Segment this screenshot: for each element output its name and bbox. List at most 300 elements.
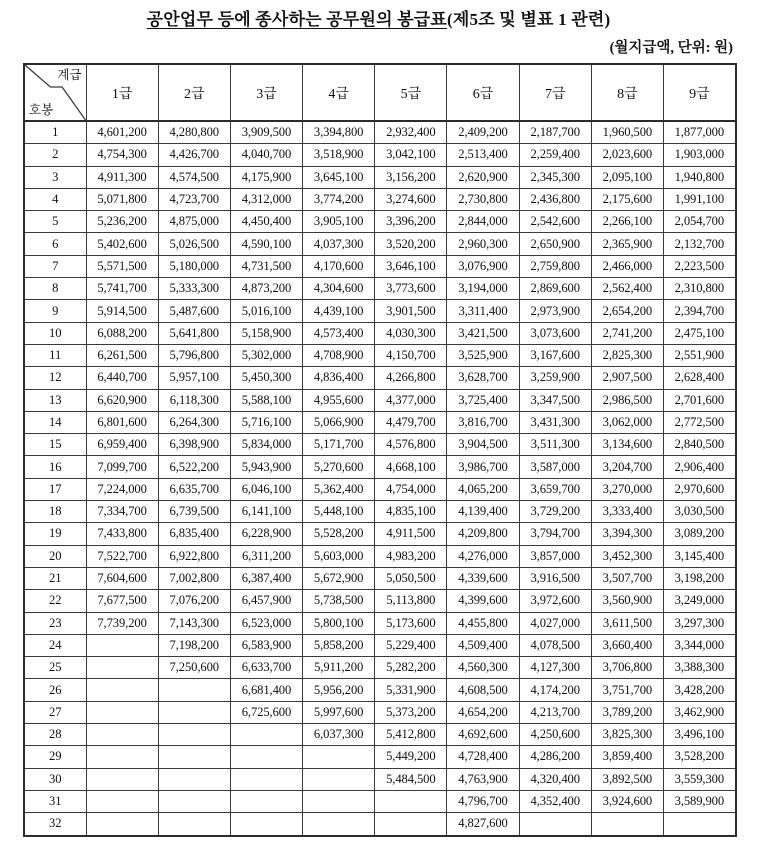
salary-cell: 2,551,900 bbox=[664, 344, 736, 366]
salary-cell: 5,362,400 bbox=[303, 478, 375, 500]
table-row bbox=[24, 300, 736, 322]
salary-cell: 3,462,900 bbox=[664, 701, 736, 723]
salary-cell: 3,167,600 bbox=[519, 344, 591, 366]
salary-cell: 3,589,900 bbox=[664, 790, 736, 812]
salary-cell: 3,789,200 bbox=[591, 701, 663, 723]
salary-cell: 4,175,900 bbox=[230, 166, 302, 188]
salary-cell: 4,455,800 bbox=[447, 612, 519, 634]
salary-cell: 6,959,400 bbox=[86, 434, 158, 456]
salary-cell: 2,542,600 bbox=[519, 211, 591, 233]
salary-cell: 2,840,500 bbox=[664, 434, 736, 456]
salary-cell: 6,523,000 bbox=[230, 612, 302, 634]
table-row bbox=[24, 724, 736, 746]
column-header-grade-8: 8급 bbox=[591, 64, 663, 121]
row-header-step: 11 bbox=[24, 344, 86, 366]
table-row bbox=[24, 233, 736, 255]
salary-cell: 4,213,700 bbox=[519, 701, 591, 723]
salary-cell: 4,286,200 bbox=[519, 746, 591, 768]
table-corner-header bbox=[24, 64, 86, 121]
salary-cell: 5,373,200 bbox=[375, 701, 447, 723]
salary-cell: 5,914,500 bbox=[86, 300, 158, 322]
salary-table-container bbox=[23, 63, 735, 837]
salary-cell: 3,428,200 bbox=[664, 679, 736, 701]
salary-cell: 5,834,000 bbox=[230, 434, 302, 456]
salary-table bbox=[23, 63, 737, 837]
salary-cell: 2,986,500 bbox=[591, 389, 663, 411]
salary-cell: 5,016,100 bbox=[230, 300, 302, 322]
salary-cell: 3,333,400 bbox=[591, 501, 663, 523]
row-header-step: 7 bbox=[24, 255, 86, 277]
salary-cell: 6,922,800 bbox=[158, 545, 230, 567]
salary-cell: 5,071,800 bbox=[86, 188, 158, 210]
salary-cell: 4,836,400 bbox=[303, 367, 375, 389]
row-header-step: 2 bbox=[24, 144, 86, 166]
salary-cell-empty bbox=[664, 813, 736, 836]
salary-cell: 7,198,200 bbox=[158, 634, 230, 656]
salary-cell: 5,282,200 bbox=[375, 657, 447, 679]
salary-cell: 3,089,200 bbox=[664, 523, 736, 545]
salary-cell: 5,113,800 bbox=[375, 590, 447, 612]
row-header-step: 19 bbox=[24, 523, 86, 545]
salary-cell-empty bbox=[303, 813, 375, 836]
column-header-grade-9: 9급 bbox=[664, 64, 736, 121]
salary-cell: 2,223,500 bbox=[664, 255, 736, 277]
salary-cell: 3,311,400 bbox=[447, 300, 519, 322]
salary-cell: 4,030,300 bbox=[375, 322, 447, 344]
salary-cell: 3,198,200 bbox=[664, 567, 736, 589]
salary-cell: 5,173,600 bbox=[375, 612, 447, 634]
table-row bbox=[24, 389, 736, 411]
salary-cell: 3,274,600 bbox=[375, 188, 447, 210]
table-row bbox=[24, 344, 736, 366]
salary-cell: 3,725,400 bbox=[447, 389, 519, 411]
row-header-step: 26 bbox=[24, 679, 86, 701]
salary-cell-empty bbox=[303, 768, 375, 790]
salary-cell: 2,730,800 bbox=[447, 188, 519, 210]
salary-cell: 5,487,600 bbox=[158, 300, 230, 322]
salary-cell: 4,668,100 bbox=[375, 456, 447, 478]
salary-cell-empty bbox=[230, 813, 302, 836]
salary-cell: 5,571,500 bbox=[86, 255, 158, 277]
row-header-step: 30 bbox=[24, 768, 86, 790]
row-header-step: 12 bbox=[24, 367, 86, 389]
salary-cell-empty bbox=[230, 790, 302, 812]
salary-cell: 2,394,700 bbox=[664, 300, 736, 322]
salary-cell: 7,250,600 bbox=[158, 657, 230, 679]
salary-cell: 5,800,100 bbox=[303, 612, 375, 634]
page-title-main: 공안업무 등에 종사하는 공무원의 봉급표 bbox=[146, 10, 448, 29]
salary-cell: 3,421,500 bbox=[447, 322, 519, 344]
salary-cell: 4,723,700 bbox=[158, 188, 230, 210]
salary-cell: 4,827,600 bbox=[447, 813, 519, 836]
row-header-step: 14 bbox=[24, 411, 86, 433]
salary-cell: 2,741,200 bbox=[591, 322, 663, 344]
salary-cell: 5,158,900 bbox=[230, 322, 302, 344]
table-row bbox=[24, 367, 736, 389]
table-row bbox=[24, 255, 736, 277]
salary-cell: 4,708,900 bbox=[303, 344, 375, 366]
salary-cell: 5,331,900 bbox=[375, 679, 447, 701]
salary-cell: 4,911,300 bbox=[86, 166, 158, 188]
salary-cell: 6,264,300 bbox=[158, 411, 230, 433]
salary-cell: 4,078,500 bbox=[519, 634, 591, 656]
salary-cell: 7,677,500 bbox=[86, 590, 158, 612]
salary-cell: 2,932,400 bbox=[375, 121, 447, 144]
salary-cell: 2,701,600 bbox=[664, 389, 736, 411]
row-header-step: 16 bbox=[24, 456, 86, 478]
table-header-row bbox=[24, 64, 736, 121]
salary-cell: 3,507,700 bbox=[591, 567, 663, 589]
salary-cell: 6,739,500 bbox=[158, 501, 230, 523]
salary-cell: 3,901,500 bbox=[375, 300, 447, 322]
salary-cell: 5,270,600 bbox=[303, 456, 375, 478]
salary-cell: 3,270,000 bbox=[591, 478, 663, 500]
salary-cell: 3,347,500 bbox=[519, 389, 591, 411]
salary-cell: 2,960,300 bbox=[447, 233, 519, 255]
salary-cell: 4,399,600 bbox=[447, 590, 519, 612]
salary-cell: 5,796,800 bbox=[158, 344, 230, 366]
salary-cell: 3,559,300 bbox=[664, 768, 736, 790]
salary-cell: 2,620,900 bbox=[447, 166, 519, 188]
table-row bbox=[24, 590, 736, 612]
table-row bbox=[24, 567, 736, 589]
salary-cell: 5,180,000 bbox=[158, 255, 230, 277]
salary-cell: 3,396,200 bbox=[375, 211, 447, 233]
salary-cell: 3,774,200 bbox=[303, 188, 375, 210]
salary-cell: 4,754,300 bbox=[86, 144, 158, 166]
corner-label-step: 호봉 bbox=[29, 103, 54, 117]
salary-cell-empty bbox=[86, 679, 158, 701]
salary-cell: 5,641,800 bbox=[158, 322, 230, 344]
salary-cell: 2,562,400 bbox=[591, 278, 663, 300]
table-row bbox=[24, 545, 736, 567]
salary-cell: 2,869,600 bbox=[519, 278, 591, 300]
table-row bbox=[24, 701, 736, 723]
salary-cell: 6,635,700 bbox=[158, 478, 230, 500]
salary-cell: 4,601,200 bbox=[86, 121, 158, 144]
salary-cell: 6,835,400 bbox=[158, 523, 230, 545]
salary-cell: 3,816,700 bbox=[447, 411, 519, 433]
row-header-step: 4 bbox=[24, 188, 86, 210]
salary-cell: 3,030,500 bbox=[664, 501, 736, 523]
salary-cell: 5,450,300 bbox=[230, 367, 302, 389]
table-row bbox=[24, 501, 736, 523]
row-header-step: 22 bbox=[24, 590, 86, 612]
salary-cell: 5,333,300 bbox=[158, 278, 230, 300]
salary-cell: 2,650,900 bbox=[519, 233, 591, 255]
salary-cell: 5,050,500 bbox=[375, 567, 447, 589]
salary-cell: 3,904,500 bbox=[447, 434, 519, 456]
salary-cell: 3,344,000 bbox=[664, 634, 736, 656]
salary-cell: 7,002,800 bbox=[158, 567, 230, 589]
salary-cell: 5,302,000 bbox=[230, 344, 302, 366]
salary-cell: 3,857,000 bbox=[519, 545, 591, 567]
salary-cell: 4,439,100 bbox=[303, 300, 375, 322]
salary-cell: 4,174,200 bbox=[519, 679, 591, 701]
salary-cell: 3,520,200 bbox=[375, 233, 447, 255]
row-header-step: 28 bbox=[24, 724, 86, 746]
salary-cell-empty bbox=[591, 813, 663, 836]
salary-cell: 3,646,100 bbox=[375, 255, 447, 277]
salary-cell: 2,475,100 bbox=[664, 322, 736, 344]
salary-cell: 4,352,400 bbox=[519, 790, 591, 812]
salary-cell-empty bbox=[158, 790, 230, 812]
salary-cell: 5,448,100 bbox=[303, 501, 375, 523]
salary-cell: 5,956,200 bbox=[303, 679, 375, 701]
salary-cell-empty bbox=[86, 746, 158, 768]
salary-cell: 6,088,200 bbox=[86, 322, 158, 344]
salary-cell-empty bbox=[86, 701, 158, 723]
salary-cell: 3,249,000 bbox=[664, 590, 736, 612]
salary-cell: 4,560,300 bbox=[447, 657, 519, 679]
table-row bbox=[24, 121, 736, 144]
column-header-grade-2: 2급 bbox=[158, 64, 230, 121]
salary-cell: 2,365,900 bbox=[591, 233, 663, 255]
salary-cell: 4,576,800 bbox=[375, 434, 447, 456]
row-header-step: 18 bbox=[24, 501, 86, 523]
salary-cell: 4,763,900 bbox=[447, 768, 519, 790]
corner-label-grade: 계급 bbox=[57, 68, 82, 82]
salary-cell: 3,628,700 bbox=[447, 367, 519, 389]
salary-cell: 7,076,200 bbox=[158, 590, 230, 612]
salary-cell: 4,728,400 bbox=[447, 746, 519, 768]
salary-cell: 3,518,900 bbox=[303, 144, 375, 166]
salary-cell: 3,073,600 bbox=[519, 322, 591, 344]
salary-cell: 3,706,800 bbox=[591, 657, 663, 679]
page-title bbox=[0, 9, 757, 31]
table-row bbox=[24, 768, 736, 790]
row-header-step: 31 bbox=[24, 790, 86, 812]
table-row bbox=[24, 523, 736, 545]
salary-cell: 3,525,900 bbox=[447, 344, 519, 366]
salary-cell: 5,026,500 bbox=[158, 233, 230, 255]
row-header-step: 5 bbox=[24, 211, 86, 233]
salary-cell: 4,426,700 bbox=[158, 144, 230, 166]
salary-cell-empty bbox=[230, 746, 302, 768]
salary-cell: 5,484,500 bbox=[375, 768, 447, 790]
salary-cell: 6,037,300 bbox=[303, 724, 375, 746]
salary-cell: 3,394,800 bbox=[303, 121, 375, 144]
column-header-grade-3: 3급 bbox=[230, 64, 302, 121]
salary-cell: 5,171,700 bbox=[303, 434, 375, 456]
row-header-step: 32 bbox=[24, 813, 86, 836]
row-header-step: 9 bbox=[24, 300, 86, 322]
salary-cell: 7,224,000 bbox=[86, 478, 158, 500]
row-header-step: 1 bbox=[24, 121, 86, 144]
salary-cell-empty bbox=[303, 746, 375, 768]
salary-cell: 5,402,600 bbox=[86, 233, 158, 255]
salary-cell: 6,801,600 bbox=[86, 411, 158, 433]
salary-cell-empty bbox=[158, 724, 230, 746]
salary-cell-empty bbox=[230, 768, 302, 790]
salary-cell-empty bbox=[86, 657, 158, 679]
salary-cell: 4,608,500 bbox=[447, 679, 519, 701]
salary-cell: 3,916,500 bbox=[519, 567, 591, 589]
salary-cell: 4,983,200 bbox=[375, 545, 447, 567]
salary-cell: 6,457,900 bbox=[230, 590, 302, 612]
salary-cell: 4,573,400 bbox=[303, 322, 375, 344]
table-row bbox=[24, 478, 736, 500]
salary-cell: 3,076,900 bbox=[447, 255, 519, 277]
salary-cell: 4,312,000 bbox=[230, 188, 302, 210]
salary-cell: 3,645,100 bbox=[303, 166, 375, 188]
salary-cell: 2,970,600 bbox=[664, 478, 736, 500]
salary-cell: 2,345,300 bbox=[519, 166, 591, 188]
salary-cell: 2,095,100 bbox=[591, 166, 663, 188]
salary-cell: 2,132,700 bbox=[664, 233, 736, 255]
unit-note: (월지급액, 단위: 원) bbox=[609, 40, 733, 56]
column-header-grade-5: 5급 bbox=[375, 64, 447, 121]
salary-cell: 3,194,000 bbox=[447, 278, 519, 300]
salary-cell-empty bbox=[158, 701, 230, 723]
row-header-step: 23 bbox=[24, 612, 86, 634]
salary-cell: 4,065,200 bbox=[447, 478, 519, 500]
row-header-step: 10 bbox=[24, 322, 86, 344]
salary-cell: 2,628,400 bbox=[664, 367, 736, 389]
salary-cell: 4,304,600 bbox=[303, 278, 375, 300]
salary-cell: 2,187,700 bbox=[519, 121, 591, 144]
salary-cell: 5,716,100 bbox=[230, 411, 302, 433]
salary-cell: 6,261,500 bbox=[86, 344, 158, 366]
salary-cell: 3,892,500 bbox=[591, 768, 663, 790]
salary-cell: 4,276,000 bbox=[447, 545, 519, 567]
salary-cell: 3,042,100 bbox=[375, 144, 447, 166]
salary-cell: 2,973,900 bbox=[519, 300, 591, 322]
table-row bbox=[24, 211, 736, 233]
salary-cell: 3,825,300 bbox=[591, 724, 663, 746]
salary-cell-empty bbox=[158, 679, 230, 701]
row-header-step: 3 bbox=[24, 166, 86, 188]
salary-cell: 6,522,200 bbox=[158, 456, 230, 478]
salary-cell: 1,940,800 bbox=[664, 166, 736, 188]
salary-cell: 7,099,700 bbox=[86, 456, 158, 478]
salary-cell: 4,450,400 bbox=[230, 211, 302, 233]
salary-cell: 2,409,200 bbox=[447, 121, 519, 144]
table-row bbox=[24, 434, 736, 456]
salary-cell: 5,997,600 bbox=[303, 701, 375, 723]
salary-cell: 1,877,000 bbox=[664, 121, 736, 144]
salary-cell: 4,040,700 bbox=[230, 144, 302, 166]
salary-cell: 4,692,600 bbox=[447, 724, 519, 746]
salary-cell: 5,858,200 bbox=[303, 634, 375, 656]
salary-cell: 3,909,500 bbox=[230, 121, 302, 144]
row-header-step: 13 bbox=[24, 389, 86, 411]
table-body bbox=[24, 121, 736, 836]
salary-cell: 4,027,000 bbox=[519, 612, 591, 634]
salary-cell-empty bbox=[303, 790, 375, 812]
salary-cell: 3,611,500 bbox=[591, 612, 663, 634]
salary-cell: 5,449,200 bbox=[375, 746, 447, 768]
table-row bbox=[24, 813, 736, 836]
salary-cell: 4,280,800 bbox=[158, 121, 230, 144]
salary-cell: 2,259,400 bbox=[519, 144, 591, 166]
row-header-step: 29 bbox=[24, 746, 86, 768]
table-row bbox=[24, 166, 736, 188]
salary-cell: 4,955,600 bbox=[303, 389, 375, 411]
salary-cell: 3,145,400 bbox=[664, 545, 736, 567]
salary-cell: 3,659,700 bbox=[519, 478, 591, 500]
salary-cell: 5,066,900 bbox=[303, 411, 375, 433]
salary-cell: 2,654,200 bbox=[591, 300, 663, 322]
salary-cell: 4,654,200 bbox=[447, 701, 519, 723]
salary-cell: 4,796,700 bbox=[447, 790, 519, 812]
salary-cell: 4,250,600 bbox=[519, 724, 591, 746]
salary-cell: 5,603,000 bbox=[303, 545, 375, 567]
salary-cell: 4,037,300 bbox=[303, 233, 375, 255]
salary-cell: 7,143,300 bbox=[158, 612, 230, 634]
salary-cell: 4,873,200 bbox=[230, 278, 302, 300]
salary-cell: 3,751,700 bbox=[591, 679, 663, 701]
salary-cell: 4,509,400 bbox=[447, 634, 519, 656]
salary-cell: 4,209,800 bbox=[447, 523, 519, 545]
salary-cell-empty bbox=[158, 768, 230, 790]
salary-cell: 4,127,300 bbox=[519, 657, 591, 679]
salary-cell: 7,433,800 bbox=[86, 523, 158, 545]
salary-cell: 3,972,600 bbox=[519, 590, 591, 612]
row-header-step: 25 bbox=[24, 657, 86, 679]
table-row bbox=[24, 679, 736, 701]
page-title-reference: (제5조 및 별표 1 관련) bbox=[447, 10, 611, 29]
salary-cell: 1,991,100 bbox=[664, 188, 736, 210]
salary-cell: 3,394,300 bbox=[591, 523, 663, 545]
salary-cell: 2,175,600 bbox=[591, 188, 663, 210]
salary-cell: 2,906,400 bbox=[664, 456, 736, 478]
salary-cell: 5,741,700 bbox=[86, 278, 158, 300]
salary-cell-empty bbox=[158, 746, 230, 768]
salary-cell: 4,320,400 bbox=[519, 768, 591, 790]
table-row bbox=[24, 456, 736, 478]
salary-cell: 3,259,900 bbox=[519, 367, 591, 389]
salary-cell: 3,587,000 bbox=[519, 456, 591, 478]
salary-cell: 4,139,400 bbox=[447, 501, 519, 523]
row-header-step: 20 bbox=[24, 545, 86, 567]
salary-cell: 6,118,300 bbox=[158, 389, 230, 411]
salary-cell: 6,046,100 bbox=[230, 478, 302, 500]
table-row bbox=[24, 322, 736, 344]
salary-cell: 6,311,200 bbox=[230, 545, 302, 567]
salary-cell: 4,339,600 bbox=[447, 567, 519, 589]
salary-cell-empty bbox=[230, 724, 302, 746]
salary-cell: 2,513,400 bbox=[447, 144, 519, 166]
salary-cell: 3,452,300 bbox=[591, 545, 663, 567]
salary-cell: 3,297,300 bbox=[664, 612, 736, 634]
salary-cell: 3,062,000 bbox=[591, 411, 663, 433]
column-header-grade-4: 4급 bbox=[303, 64, 375, 121]
salary-cell-empty bbox=[375, 790, 447, 812]
salary-cell: 6,620,900 bbox=[86, 389, 158, 411]
row-header-step: 17 bbox=[24, 478, 86, 500]
salary-cell: 3,388,300 bbox=[664, 657, 736, 679]
salary-cell-empty bbox=[158, 813, 230, 836]
salary-cell: 1,903,000 bbox=[664, 144, 736, 166]
salary-cell: 4,377,000 bbox=[375, 389, 447, 411]
salary-cell: 3,511,300 bbox=[519, 434, 591, 456]
salary-cell: 2,266,100 bbox=[591, 211, 663, 233]
column-header-grade-6: 6급 bbox=[447, 64, 519, 121]
table-row bbox=[24, 634, 736, 656]
salary-cell: 6,633,700 bbox=[230, 657, 302, 679]
salary-cell: 3,905,100 bbox=[303, 211, 375, 233]
salary-cell: 3,859,400 bbox=[591, 746, 663, 768]
salary-cell: 2,054,700 bbox=[664, 211, 736, 233]
salary-cell: 3,156,200 bbox=[375, 166, 447, 188]
salary-cell: 3,729,200 bbox=[519, 501, 591, 523]
salary-cell-empty bbox=[519, 813, 591, 836]
table-row bbox=[24, 657, 736, 679]
document-page bbox=[0, 9, 757, 841]
salary-cell: 4,150,700 bbox=[375, 344, 447, 366]
salary-cell: 3,134,600 bbox=[591, 434, 663, 456]
